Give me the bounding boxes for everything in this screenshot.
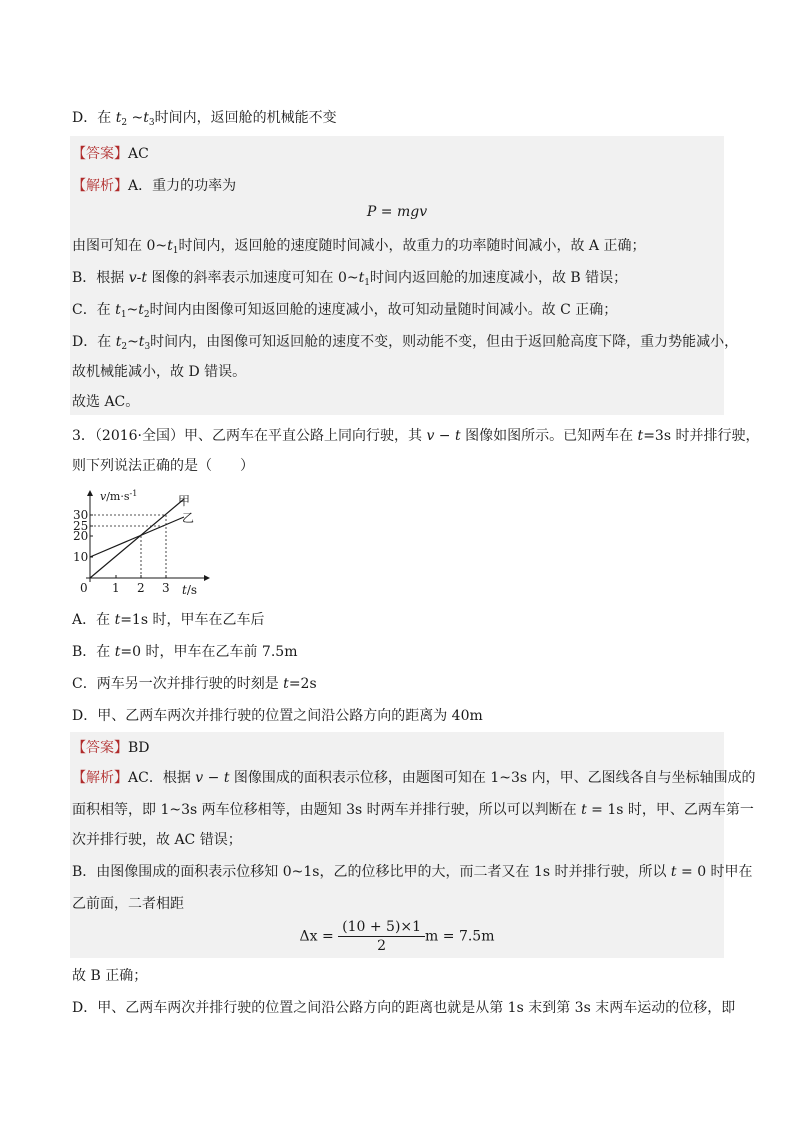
q3-stem-line1: 3．（2016·全国）甲、乙两车在平直公路上同向行驶，其 v − t 图像如图所示。已知两车在 t=3s 时并排行驶，: [72, 428, 760, 444]
option-d-q2: D．在 $t_2$ $\sim t_3$时间内，返回舱的机械能不变: [72, 110, 337, 128]
line-jia: [90, 499, 184, 578]
label-yi: 乙: [182, 511, 195, 525]
q3-analysis-l4: B．由图像围成的面积表示位移知 0~1s，乙的位移比甲的大，而二者又在 1s 时并排行驶，所以 t = 0 时甲在: [72, 864, 753, 880]
origin-label: 0: [80, 581, 88, 595]
y-tick-20: 20: [73, 529, 89, 543]
q3-option-a: A．在 t=1s 时，甲车在乙车后: [72, 612, 265, 628]
y-tick-10: 10: [73, 550, 89, 564]
q2-analysis-a-intro: 【解析】A．重力的功率为: [72, 178, 237, 194]
y-axis-label: $v/m\cdot s^{-1}$: [100, 489, 138, 503]
q2-analysis-d-line2: 故机械能减小，故 D 错误。: [72, 364, 247, 380]
x-axis-label: t/s: [182, 583, 198, 597]
fraction: $\frac{(10 + 5)\times 1}{2}$: [338, 918, 425, 955]
q3-analysis-l2: 面积相等，即 1~3s 两车位移相等，由题知 3s 时两车并排行驶，所以可以判断在 t = 1s 时，甲、乙两车第一: [72, 802, 754, 818]
q3-option-c: C．两车另一次并排行驶的时刻是 t=2s: [72, 676, 317, 692]
vt-graph: [72, 486, 222, 598]
q2-analysis-d-line1: D．在 $t_2\sim t_3$时间内，由图像可知返回舱的速度不变，则动能不变，但由于返回舱高度下降，重力势能减小，: [72, 334, 739, 352]
x-tick-3: 3: [162, 581, 170, 595]
y-axis-arrow: [87, 490, 93, 496]
y-tick-30: 30: [73, 508, 89, 522]
q2-analysis-b-line: B．根据 v-t 图像的斜率表示加速度可知在 $0\sim t_1$时间内返回舱的加速度减小，故 B 错误；: [72, 270, 628, 288]
q2-analysis-a-line: 由图可知在 $0\sim t_1$时间内，返回舱的速度随时间减小，故重力的功率随时间减小，故 A 正确；: [72, 238, 646, 256]
x-tick-1: 1: [112, 581, 120, 595]
q3-option-d: D．甲、乙两车两次并排行驶的位置之间沿公路方向的距离为 40m: [72, 708, 483, 724]
x-tick-2: 2: [137, 581, 145, 595]
q3-analysis-l3: 次并排行驶，故 AC 错误；: [72, 832, 242, 848]
q3-analysis-l1: 【解析】AC．根据 v − t 图像围成的面积表示位移，由题图可知在 1~3s 内，甲、乙图线各自与坐标轴围成的: [72, 770, 756, 786]
q2-analysis-choose: 故选 AC。: [72, 394, 140, 410]
y-tick-25: 25: [73, 519, 89, 533]
label-jia: 甲: [178, 494, 191, 508]
q3-option-b: B．在 t=0 时，甲车在乙车前 7.5m: [72, 644, 298, 660]
line-yi: [90, 517, 184, 557]
q3-analysis-l6: 故 B 正确；: [72, 968, 148, 984]
q3-answer: 【答案】BD: [72, 740, 150, 756]
q3-formula-dx: Δx = $\frac{(10 + 5)\times 1}{2}$ m = 7.5m: [299, 919, 495, 954]
q3-analysis-l5: 乙前面，二者相距: [72, 896, 184, 912]
q3-stem-line2: 则下列说法正确的是（ ）: [72, 458, 254, 474]
q2-analysis-c-line: C．在 $t_1\sim t_2$时间内由图像可知返回舱的速度减小，故可知动量随时间减小。故 C 正确；: [72, 302, 618, 320]
q3-analysis-l7: D．甲、乙两车两次并排行驶的位置之间沿公路方向的距离也就是从第 1s 末到第 3s 末两车运动的位移，即: [72, 1000, 736, 1016]
x-axis-arrow: [204, 575, 210, 581]
q2-formula-power: P = mgv: [366, 204, 428, 220]
q2-answer: 【答案】AC: [72, 146, 149, 162]
